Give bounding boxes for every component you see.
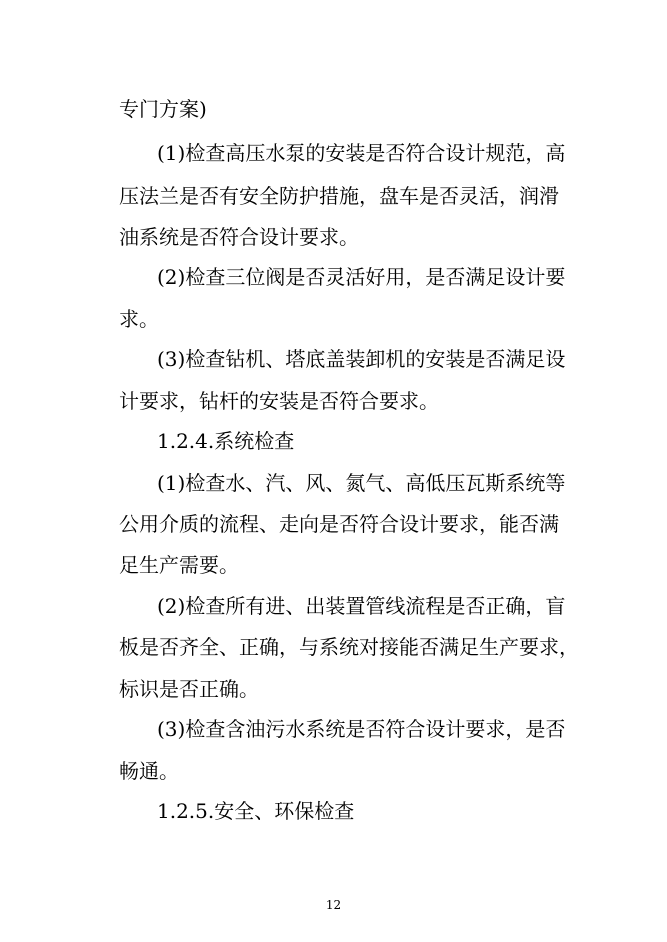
text-line: (1)检查高压水泵的安装是否符合设计规范，高 [157,141,566,165]
text-line: 计要求，钻杆的安装是否符合要求。 [119,389,439,413]
text-line: 油系统是否符合设计要求。 [119,225,359,249]
text-line: 板是否齐全、正确，与系统对接能否满足生产要求， [119,635,579,659]
text-line: 畅通。 [119,759,179,783]
text-line: 压法兰是否有安全防护措施，盘车是否灵活，润滑 [119,184,559,208]
text-line: 求。 [119,307,159,331]
text-line: 专门方案) [119,97,207,121]
section-heading: 1.2.5.安全、环保检查 [157,799,355,823]
section-heading: 1.2.4.系统检查 [157,429,295,453]
page-number: 12 [325,898,342,912]
text-line: (3)检查钻机、塔底盖装卸机的安装是否满足设 [157,347,566,371]
text-line: 标识是否正确。 [119,677,259,701]
text-line: 足生产需要。 [119,553,239,577]
text-line: 公用介质的流程、走向是否符合设计要求，能否满 [119,512,559,536]
text-line: (2)检查所有进、出装置管线流程是否正确，盲 [157,594,566,618]
text-line: (1)检查水、汽、风、氮气、高低压瓦斯系统等 [157,471,566,495]
text-line: (2)检查三位阀是否灵活好用，是否满足设计要 [157,265,566,289]
text-line: (3)检查含油污水系统是否符合设计要求，是否 [157,717,566,741]
